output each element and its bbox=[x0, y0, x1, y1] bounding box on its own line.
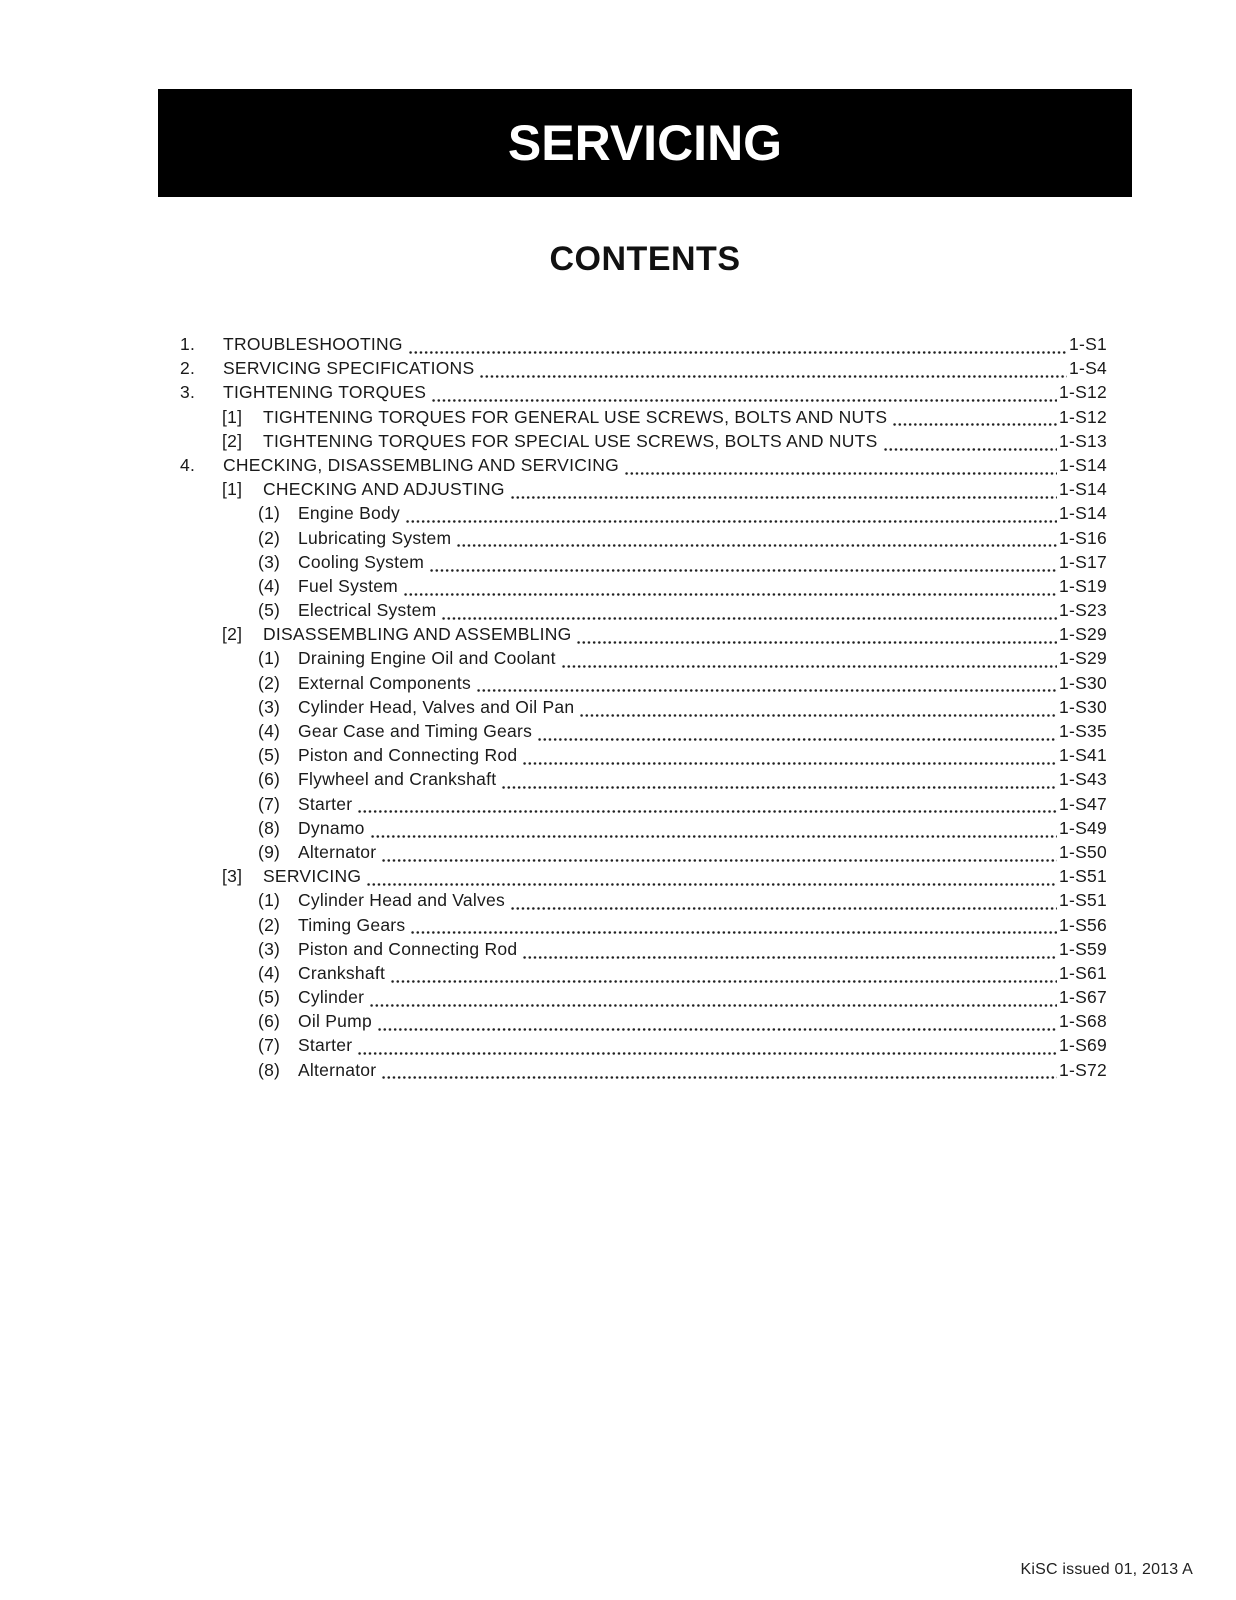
toc-row bbox=[258, 963, 1107, 987]
toc-dot-leader bbox=[479, 358, 1067, 382]
toc-item-label: Starter bbox=[298, 1035, 353, 1056]
toc-row bbox=[258, 769, 1107, 793]
toc-item-marker: (5) bbox=[258, 745, 281, 766]
toc-item-page-number: 1-S14 bbox=[1059, 479, 1107, 500]
toc-item-page-number: 1-S4 bbox=[1069, 358, 1107, 379]
toc-item-label: Timing Gears bbox=[298, 914, 406, 935]
toc-dot-leader bbox=[624, 455, 1057, 479]
toc-item-marker: (6) bbox=[258, 769, 281, 790]
toc-row bbox=[258, 794, 1107, 818]
toc-item-page-number: 1-S12 bbox=[1059, 382, 1107, 403]
toc-item-label: TIGHTENING TORQUES bbox=[223, 382, 427, 403]
toc-item-label: Dynamo bbox=[298, 817, 365, 838]
toc-item-label: DISASSEMBLING AND ASSEMBLING bbox=[263, 624, 572, 645]
toc-row bbox=[258, 697, 1107, 721]
toc-row bbox=[258, 915, 1107, 939]
toc-dot-leader bbox=[370, 818, 1057, 842]
toc-dot-leader bbox=[390, 963, 1057, 987]
toc-dot-leader bbox=[510, 479, 1057, 503]
toc-row bbox=[258, 528, 1107, 552]
toc-item-label: Oil Pump bbox=[298, 1011, 372, 1032]
toc-item-page-number: 1-S30 bbox=[1059, 696, 1107, 717]
toc-item-page-number: 1-S12 bbox=[1059, 406, 1107, 427]
toc-item-label: External Components bbox=[298, 672, 472, 693]
toc-dot-leader bbox=[366, 866, 1057, 890]
toc-item-marker: (6) bbox=[258, 1011, 281, 1032]
toc-item-page-number: 1-S23 bbox=[1059, 600, 1107, 621]
toc-row bbox=[258, 552, 1107, 576]
toc-dot-leader bbox=[522, 745, 1057, 769]
toc-item-marker: (7) bbox=[258, 1035, 281, 1056]
toc-item-marker: (1) bbox=[258, 890, 281, 911]
toc-item-marker: (3) bbox=[258, 938, 281, 959]
toc-item-marker: (4) bbox=[258, 962, 281, 983]
toc-dot-leader bbox=[381, 1060, 1057, 1084]
toc-item-label: Cylinder bbox=[298, 987, 365, 1008]
toc-item-label: TIGHTENING TORQUES FOR SPECIAL USE SCREWS, BOLTS AND NUTS bbox=[263, 430, 878, 451]
toc-item-label: Starter bbox=[298, 793, 353, 814]
toc-item-marker: (1) bbox=[258, 648, 281, 669]
toc-item-marker: [1] bbox=[222, 406, 243, 427]
toc-item-label: CHECKING, DISASSEMBLING AND SERVICING bbox=[223, 454, 619, 475]
toc-row bbox=[222, 866, 1107, 890]
toc-item-page-number: 1-S35 bbox=[1059, 721, 1107, 741]
toc-item-page-number: 1-S68 bbox=[1059, 1011, 1107, 1032]
toc-dot-leader bbox=[431, 382, 1057, 406]
toc-item-page-number: 1-S61 bbox=[1059, 962, 1107, 983]
toc-item-page-number: 1-S59 bbox=[1059, 938, 1107, 959]
toc-dot-leader bbox=[377, 1011, 1057, 1035]
toc-row bbox=[258, 842, 1107, 866]
toc-item-label: Cooling System bbox=[298, 551, 425, 572]
toc-dot-leader bbox=[381, 842, 1057, 866]
table-of-contents bbox=[180, 334, 1107, 1084]
toc-dot-leader bbox=[501, 769, 1057, 793]
toc-item-page-number: 1-S47 bbox=[1059, 793, 1107, 814]
toc-item-marker: (5) bbox=[258, 600, 281, 621]
toc-item-page-number: 1-S49 bbox=[1059, 817, 1107, 838]
toc-dot-leader bbox=[510, 890, 1057, 914]
toc-item-label: SERVICING SPECIFICATIONS bbox=[223, 358, 475, 379]
toc-item-marker: 4. bbox=[180, 454, 196, 475]
toc-item-label: TIGHTENING TORQUES FOR GENERAL USE SCREWS, BOLTS AND NUTS bbox=[263, 406, 888, 427]
toc-item-page-number: 1-S72 bbox=[1059, 1059, 1107, 1080]
toc-dot-leader bbox=[537, 721, 1057, 745]
toc-item-page-number: 1-S19 bbox=[1059, 575, 1107, 596]
toc-item-page-number: 1-S14 bbox=[1059, 454, 1107, 475]
toc-row bbox=[180, 358, 1107, 382]
toc-item-marker: (4) bbox=[258, 575, 281, 596]
toc-item-page-number: 1-S17 bbox=[1059, 551, 1107, 572]
toc-item-marker: (1) bbox=[258, 503, 281, 524]
toc-dot-leader bbox=[522, 939, 1057, 963]
toc-row bbox=[222, 624, 1107, 648]
toc-row bbox=[258, 721, 1107, 745]
toc-item-label: Electrical System bbox=[298, 600, 437, 621]
toc-item-label: Fuel System bbox=[298, 575, 398, 596]
toc-dot-leader bbox=[883, 431, 1058, 455]
toc-row bbox=[258, 890, 1107, 914]
toc-row bbox=[222, 407, 1107, 431]
toc-item-page-number: 1-S1 bbox=[1069, 334, 1107, 354]
toc-row bbox=[258, 576, 1107, 600]
toc-row bbox=[258, 987, 1107, 1011]
toc-row bbox=[258, 600, 1107, 624]
toc-item-marker: [1] bbox=[222, 479, 243, 500]
toc-item-label: Alternator bbox=[298, 1059, 377, 1080]
toc-item-label: Piston and Connecting Rod bbox=[298, 938, 518, 959]
toc-item-marker: (8) bbox=[258, 1059, 281, 1080]
toc-item-label: Lubricating System bbox=[298, 527, 452, 548]
toc-item-marker: 3. bbox=[180, 382, 196, 403]
toc-item-label: Alternator bbox=[298, 841, 377, 862]
section-title: SERVICING bbox=[507, 115, 783, 171]
toc-item-page-number: 1-S16 bbox=[1059, 527, 1107, 548]
toc-row bbox=[258, 673, 1107, 697]
toc-item-marker: (2) bbox=[258, 914, 281, 935]
toc-dot-leader bbox=[357, 794, 1057, 818]
toc-item-label: Gear Case and Timing Gears bbox=[298, 721, 533, 741]
toc-item-marker: 1. bbox=[180, 334, 196, 354]
toc-item-marker: (3) bbox=[258, 551, 281, 572]
toc-item-label: CHECKING AND ADJUSTING bbox=[263, 479, 505, 500]
toc-item-page-number: 1-S30 bbox=[1059, 672, 1107, 693]
toc-dot-leader bbox=[892, 407, 1057, 431]
toc-item-page-number: 1-S14 bbox=[1059, 503, 1107, 524]
toc-dot-leader bbox=[561, 648, 1057, 672]
section-title-banner bbox=[158, 89, 1132, 197]
toc-dot-leader bbox=[410, 915, 1057, 939]
toc-item-page-number: 1-S41 bbox=[1059, 745, 1107, 766]
toc-item-label: Flywheel and Crankshaft bbox=[298, 769, 497, 790]
toc-item-label: Cylinder Head and Valves bbox=[298, 890, 506, 911]
toc-dot-leader bbox=[579, 697, 1057, 721]
toc-item-marker: [3] bbox=[222, 866, 243, 887]
toc-item-marker: (5) bbox=[258, 987, 281, 1008]
toc-dot-leader bbox=[441, 600, 1057, 624]
toc-row bbox=[222, 431, 1107, 455]
toc-item-page-number: 1-S56 bbox=[1059, 914, 1107, 935]
toc-item-marker: [2] bbox=[222, 430, 243, 451]
toc-row bbox=[222, 479, 1107, 503]
toc-item-marker: (3) bbox=[258, 696, 281, 717]
toc-row bbox=[180, 455, 1107, 479]
toc-row bbox=[258, 503, 1107, 527]
toc-row bbox=[258, 1060, 1107, 1084]
toc-item-page-number: 1-S13 bbox=[1059, 430, 1107, 451]
toc-row bbox=[180, 334, 1107, 358]
toc-item-marker: (8) bbox=[258, 817, 281, 838]
toc-row bbox=[258, 939, 1107, 963]
toc-item-page-number: 1-S69 bbox=[1059, 1035, 1107, 1056]
toc-item-page-number: 1-S50 bbox=[1059, 841, 1107, 862]
toc-dot-leader bbox=[429, 552, 1057, 576]
toc-item-page-number: 1-S43 bbox=[1059, 769, 1107, 790]
footer-issue-note: KiSC issued 01, 2013 A bbox=[1020, 1561, 1193, 1578]
contents-heading: CONTENTS bbox=[549, 240, 741, 278]
toc-item-marker: (7) bbox=[258, 793, 281, 814]
toc-item-page-number: 1-S51 bbox=[1059, 866, 1107, 887]
toc-row bbox=[180, 382, 1107, 406]
toc-item-page-number: 1-S67 bbox=[1059, 987, 1107, 1008]
toc-item-page-number: 1-S29 bbox=[1059, 624, 1107, 645]
toc-dot-leader bbox=[476, 673, 1057, 697]
toc-item-label: Draining Engine Oil and Coolant bbox=[298, 648, 556, 669]
toc-item-label: Crankshaft bbox=[298, 962, 386, 983]
toc-row bbox=[258, 818, 1107, 842]
toc-row bbox=[258, 1035, 1107, 1059]
toc-dot-leader bbox=[405, 503, 1057, 527]
toc-dot-leader bbox=[357, 1035, 1057, 1059]
toc-item-page-number: 1-S51 bbox=[1059, 890, 1107, 911]
toc-row bbox=[258, 648, 1107, 672]
toc-row bbox=[258, 745, 1107, 769]
toc-item-label: SERVICING bbox=[263, 866, 362, 887]
toc-dot-leader bbox=[456, 528, 1057, 552]
toc-row bbox=[258, 1011, 1107, 1035]
toc-item-label: Piston and Connecting Rod bbox=[298, 745, 518, 766]
toc-item-marker: 2. bbox=[180, 358, 196, 379]
toc-item-label: Engine Body bbox=[298, 503, 400, 524]
toc-item-page-number: 1-S29 bbox=[1059, 648, 1107, 669]
toc-item-label: TROUBLESHOOTING bbox=[223, 334, 403, 354]
toc-item-marker: (2) bbox=[258, 672, 281, 693]
toc-dot-leader bbox=[369, 987, 1057, 1011]
toc-dot-leader bbox=[576, 624, 1057, 648]
toc-dot-leader bbox=[403, 576, 1057, 600]
toc-item-label: Cylinder Head, Valves and Oil Pan bbox=[298, 696, 575, 717]
toc-dot-leader bbox=[408, 334, 1067, 358]
toc-item-marker: (9) bbox=[258, 841, 281, 862]
toc-item-marker: [2] bbox=[222, 624, 243, 645]
toc-item-marker: (4) bbox=[258, 721, 281, 741]
toc-item-marker: (2) bbox=[258, 527, 281, 548]
